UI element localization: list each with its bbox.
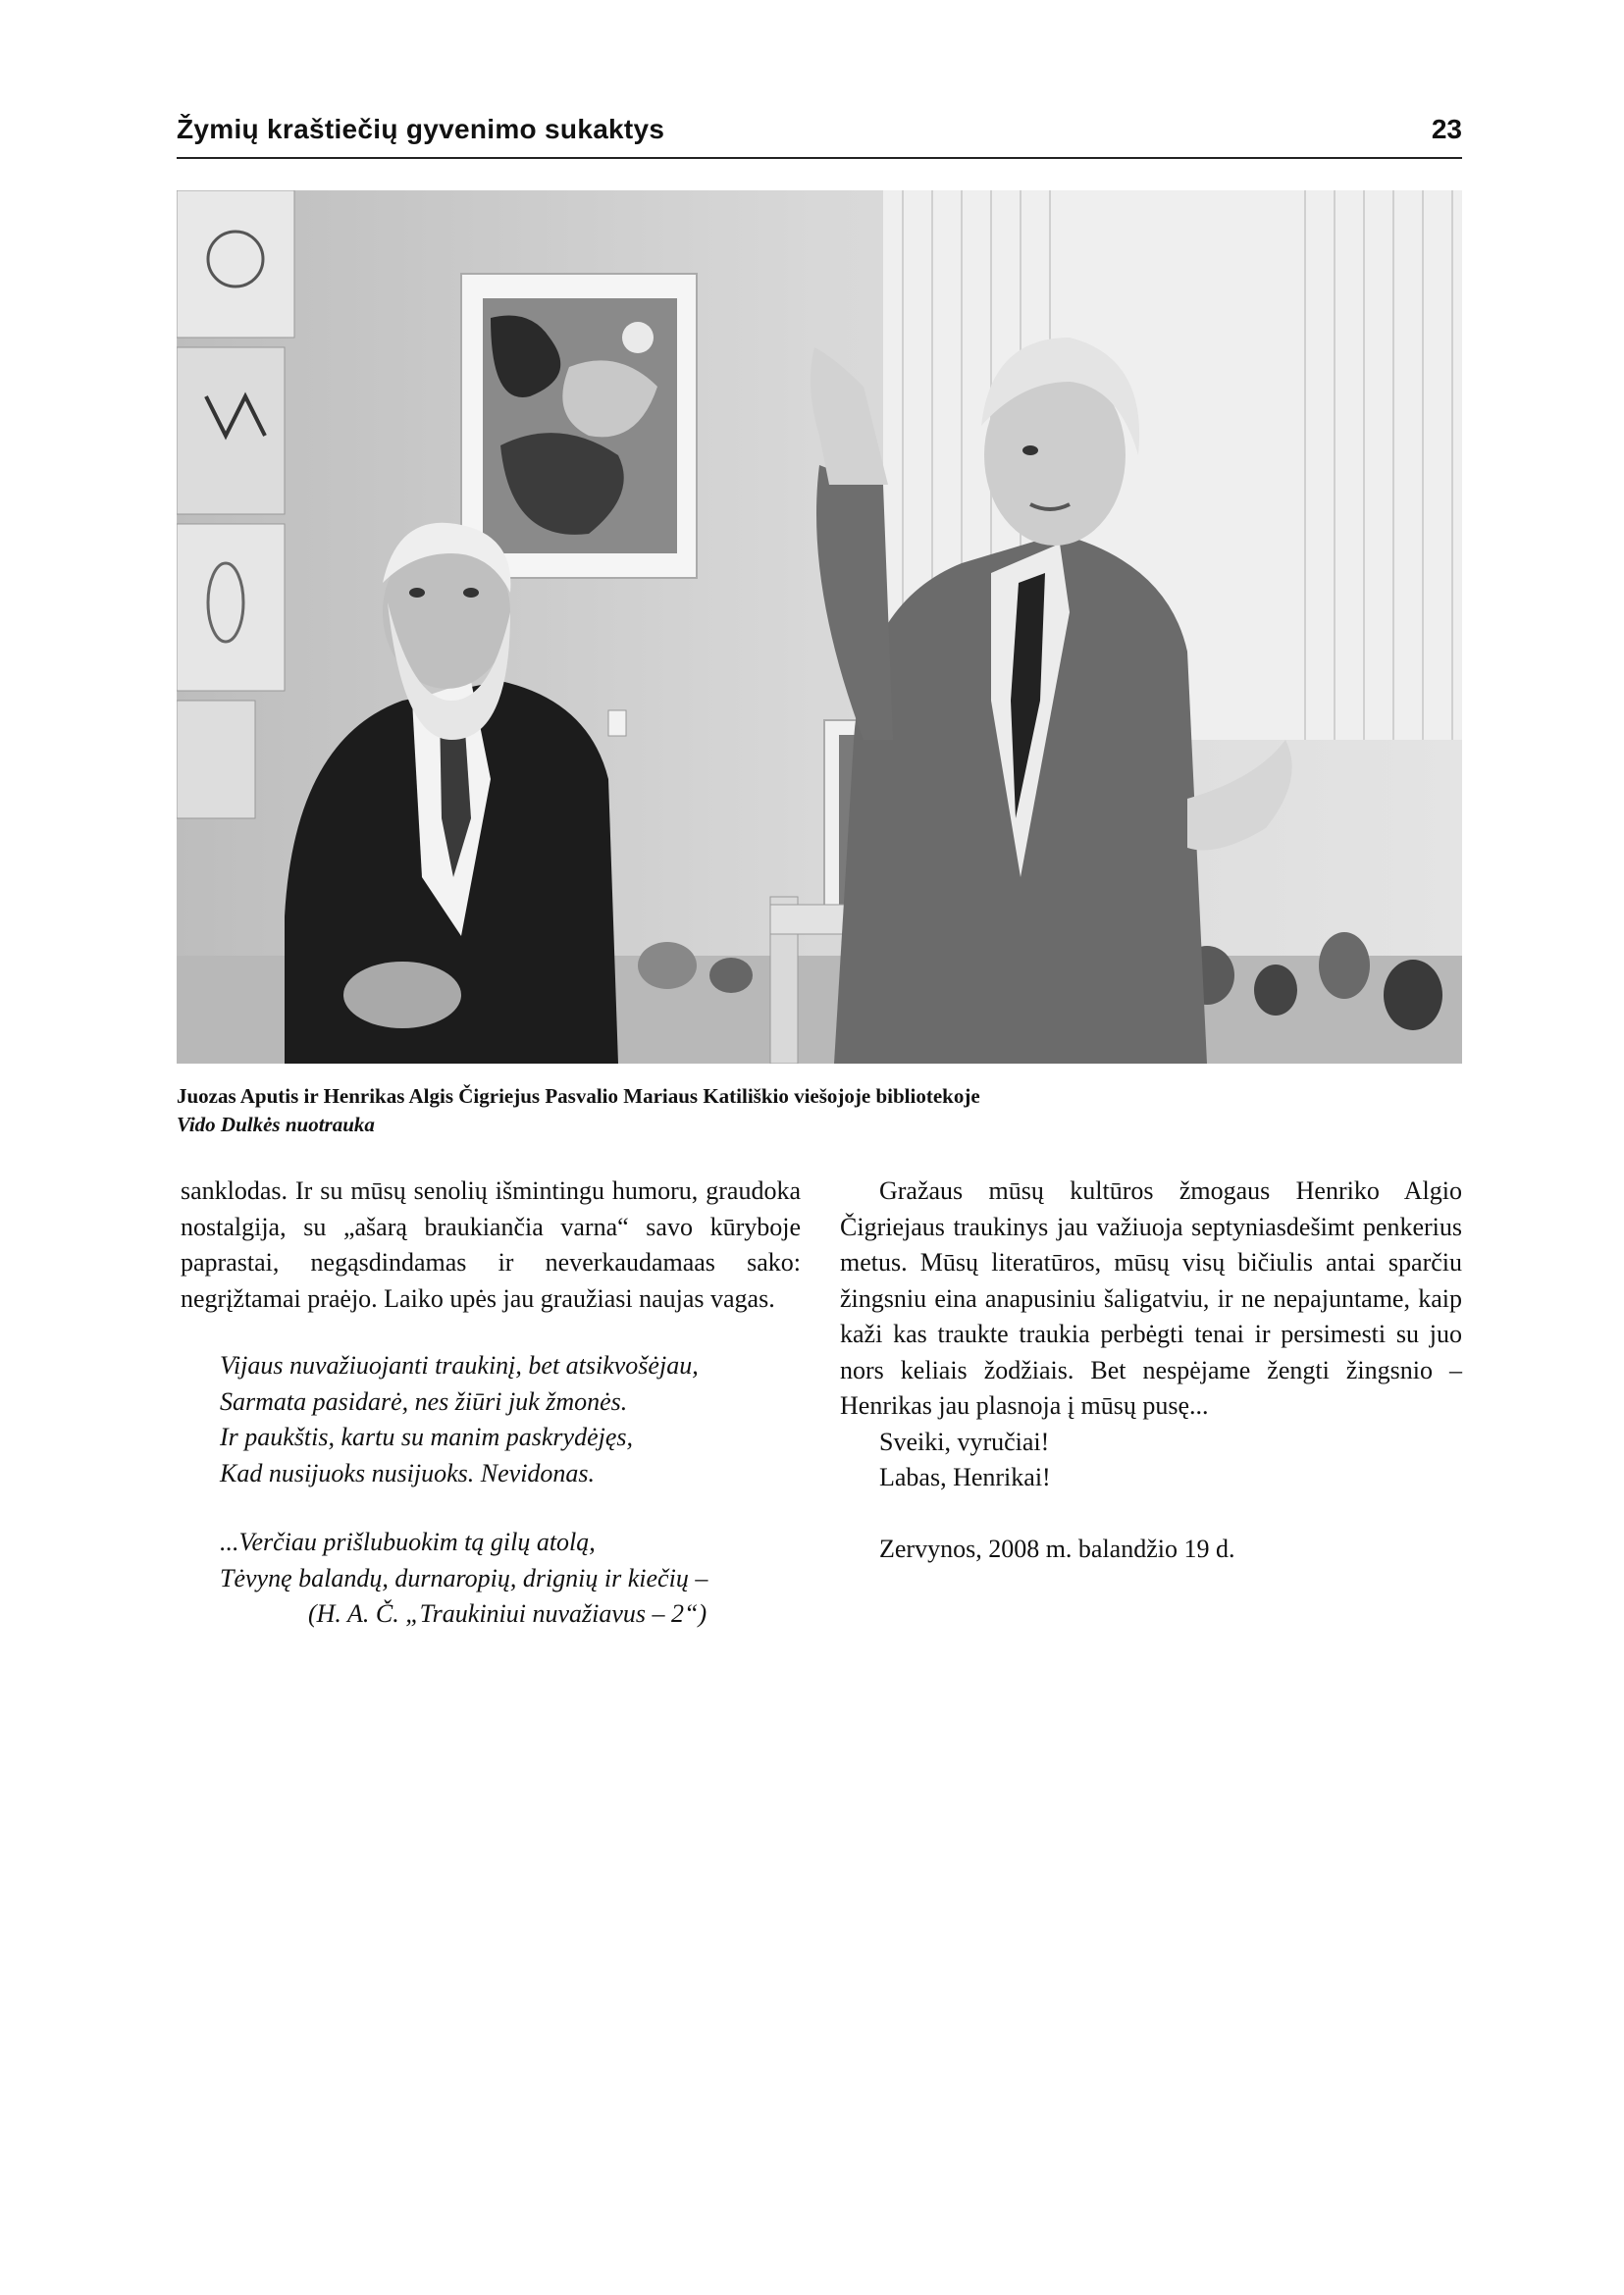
- poem-excerpt-2: [220, 1525, 801, 1633]
- right-column: [840, 1174, 1462, 1567]
- greeting-line: Labas, Henrikai!: [879, 1463, 1051, 1491]
- place-date-signoff: Zervynos, 2008 m. balandžio 19 d.: [879, 1534, 1235, 1563]
- photo-credit: Vido Dulkės nuotrauka: [177, 1113, 375, 1136]
- verse-line: Tėvynę balandų, durnaropių, drignių ir kiečių –: [220, 1563, 708, 1592]
- verse-line: Kad nusijuoks nusijuoks. Nevidonas.: [220, 1458, 596, 1487]
- photo-caption: [177, 1082, 1462, 1139]
- verse-line: Sarmata pasidarė, nes žiūri juk žmonės.: [220, 1386, 628, 1416]
- running-title: Žymių kraštiečių gyvenimo sukaktys: [177, 114, 665, 144]
- verse-line: Vijaus nuvažiuojanti traukinį, bet atsikvošėjau,: [220, 1351, 699, 1380]
- greeting-line: Sveiki, vyručiai!: [879, 1427, 1050, 1456]
- page-number: 23: [1431, 114, 1462, 144]
- photo-illustration: [177, 190, 1462, 1064]
- poem-attribution: (H. A. Č. „Traukiniui nuvažiavus – 2“): [308, 1599, 707, 1628]
- verse-line: Ir paukštis, kartu su manim paskrydėjęs,: [220, 1423, 634, 1451]
- running-header: [177, 114, 1462, 159]
- left-column: [181, 1174, 801, 1633]
- framed-painting: [461, 274, 697, 578]
- right-paragraph: Gražaus mūsų kultūros žmogaus Henriko Algio Čigriejaus traukinys jau važiuoja septyniasdešimt penkerius metus. Mūsų literatūros, mūsų visų bičiulis antai sparčiu žingsniu eina anapusiniu šaligatviu, ir ne nepajuntame, kaip kaži kas traukte traukia perbėgti tenai ir persimesti su juo nors keliais žodžiais. Bet nespėjame žengti žingsnio – Henrikas jau plasnoja į mūsų pusę...: [840, 1176, 1462, 1420]
- photograph: [177, 190, 1462, 1064]
- poem-excerpt-1: [220, 1348, 801, 1491]
- left-paragraph: sanklodas. Ir su mūsų senolių išmintingu humoru, graudoka nostalgija, su „ašarą braukiančia varna“ savo kūryboje paprastai, negąsdindamas ir neverkaudamaas sako: negrįžtamai praėjo. Laiko upės jau graužiasi naujas vagas.: [181, 1176, 801, 1313]
- verse-line: ...Verčiau prišlubuokim tą gilų atolą,: [220, 1528, 596, 1556]
- caption-text: Juozas Aputis ir Henrikas Algis Čigriejus Pasvalio Mariaus Katiliškio viešojoje bibliotekoje: [177, 1084, 980, 1108]
